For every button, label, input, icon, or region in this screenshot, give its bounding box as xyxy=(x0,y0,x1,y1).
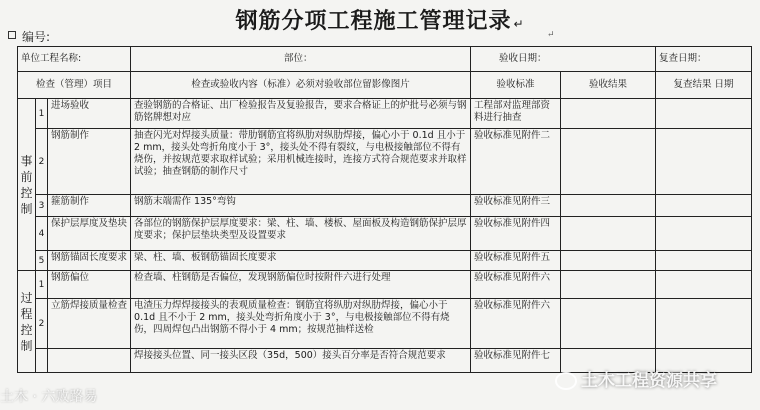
row-item: 钢筋偏位 xyxy=(48,271,131,299)
project-name-label: 单位工程名称: xyxy=(18,47,131,72)
col-standard: 验收标准 xyxy=(471,72,561,99)
row-content: 检查墙、柱钢筋是否偏位，发现钢筋偏位时按附件六进行处理 xyxy=(131,271,471,299)
table-row xyxy=(18,129,752,195)
watermark-right: 土木工程资源共享 xyxy=(555,366,717,391)
row-content: 各部位的钢筋保护层厚度要求：梁、柱、墙、楼板、屋面板及构造钢筋保护层厚度要求；保护层垫块类型及设置要求 xyxy=(131,217,471,251)
row-standard: 验收标准见附件二 xyxy=(471,129,561,195)
col-recheck: 复查结果 日期 xyxy=(656,72,752,99)
col-result: 验收结果 xyxy=(561,72,656,99)
row-recheck[interactable] xyxy=(656,129,752,195)
row-standard: 工程部对监理部资料进行抽查 xyxy=(471,99,561,129)
row-standard: 验收标准见附件六 xyxy=(471,299,561,349)
row-result[interactable] xyxy=(561,99,656,129)
row-content: 焊接接头位置、同一接头区段（35d，500）接头百分率是否符合规范要求 xyxy=(131,349,471,373)
table-row xyxy=(18,99,752,129)
group-label-process: 过程控制 xyxy=(18,271,36,373)
table-row xyxy=(18,217,752,251)
row-number: 2 xyxy=(36,299,48,349)
table-row xyxy=(18,195,752,217)
table-row xyxy=(18,271,752,299)
group-label-pre: 事前控制 xyxy=(18,99,36,271)
document-title xyxy=(0,4,760,35)
watermark-left: 土木 · 六败路易 xyxy=(0,389,98,405)
record-table xyxy=(17,46,752,373)
row-result[interactable] xyxy=(561,217,656,251)
row-recheck[interactable] xyxy=(656,217,752,251)
row-result[interactable] xyxy=(561,299,656,349)
row-number: 4 xyxy=(36,217,48,251)
row-content: 梁、柱、墙、板钢筋锚固长度要求 xyxy=(131,251,471,271)
row-recheck[interactable] xyxy=(656,271,752,299)
col-content: 检查或验收内容（标准）必须对验收部位留影像图片 xyxy=(131,72,471,99)
row-recheck[interactable] xyxy=(656,299,752,349)
row-content: 电渣压力焊焊接接头的表观质量检查：钢筋宜将纵肋对纵肋焊接，偏心小于 0.1d 且不小于 2 mm，接头处弯折角度小于 3°，与电极接触部位不得有烧伤，四周焊包凸出钢筋不得小于 4 mm；按规范抽样送检 xyxy=(131,299,471,349)
row-result[interactable] xyxy=(561,129,656,195)
table-handle-icon[interactable] xyxy=(8,31,16,39)
row-item: 立筋焊接质量检查 xyxy=(48,299,131,349)
row-number: 2 xyxy=(36,129,48,195)
row-content: 钢筋末端需作 135°弯钩 xyxy=(131,195,471,217)
paragraph-mark: ↵ xyxy=(547,30,555,40)
row-result[interactable] xyxy=(561,195,656,217)
row-item: 箍筋制作 xyxy=(48,195,131,217)
row-item: 钢筋制作 xyxy=(48,129,131,195)
row-standard: 验收标准见附件三 xyxy=(471,195,561,217)
row-item: 保护层厚度及垫块 xyxy=(48,217,131,251)
header-row xyxy=(18,47,752,72)
row-recheck[interactable] xyxy=(656,99,752,129)
table-row xyxy=(18,299,752,349)
row-number: 3 xyxy=(36,195,48,217)
row-number: 1 xyxy=(36,99,48,129)
row-standard: 验收标准见附件五 xyxy=(471,251,561,271)
row-standard: 验收标准见附件六 xyxy=(471,271,561,299)
section-label: 部位： xyxy=(131,47,471,72)
row-item: 钢筋锚固长度要求 xyxy=(48,251,131,271)
acceptance-date-label: 验收日期： xyxy=(471,47,656,72)
title-text: 钢筋分项工程施工管理记录 xyxy=(235,9,512,34)
col-item: 检查（管理）项目 xyxy=(18,72,131,99)
row-result[interactable] xyxy=(561,251,656,271)
row-recheck[interactable] xyxy=(656,251,752,271)
row-item xyxy=(48,349,131,373)
row-standard: 验收标准见附件四 xyxy=(471,217,561,251)
row-standard: 验收标准见附件七 xyxy=(471,349,561,373)
row-item: 进场验收 xyxy=(48,99,131,129)
row-number: 5 xyxy=(36,251,48,271)
row-number xyxy=(36,349,48,373)
row-content: 查验钢筋的合格证、出厂检验报告及复验报告，要求合格证上的炉批号必须与钢筋铭牌想对应 xyxy=(131,99,471,129)
row-recheck[interactable] xyxy=(656,195,752,217)
number-label: 编号: xyxy=(22,30,51,44)
row-number: 1 xyxy=(36,271,48,299)
column-header-row xyxy=(18,72,752,99)
wechat-icon xyxy=(555,372,577,390)
recheck-date-label: 复查日期： xyxy=(656,47,752,72)
row-content: 抽查闪光对焊接头质量：带肋钢筋宜将纵肋对纵肋焊接，偏心小于 0.1d 且小于 2 mm，接头处弯折角度小于 3°，接头处不得有裂纹，与电极接触部位不得有烧伤，并按规范要求取样试验；采用机械连接时，连接方式符合规范要求并取样试验；抽查钢筋的制作尺寸 xyxy=(131,129,471,195)
return-mark: ↵ xyxy=(513,17,525,31)
row-result[interactable] xyxy=(561,271,656,299)
table-row xyxy=(18,251,752,271)
